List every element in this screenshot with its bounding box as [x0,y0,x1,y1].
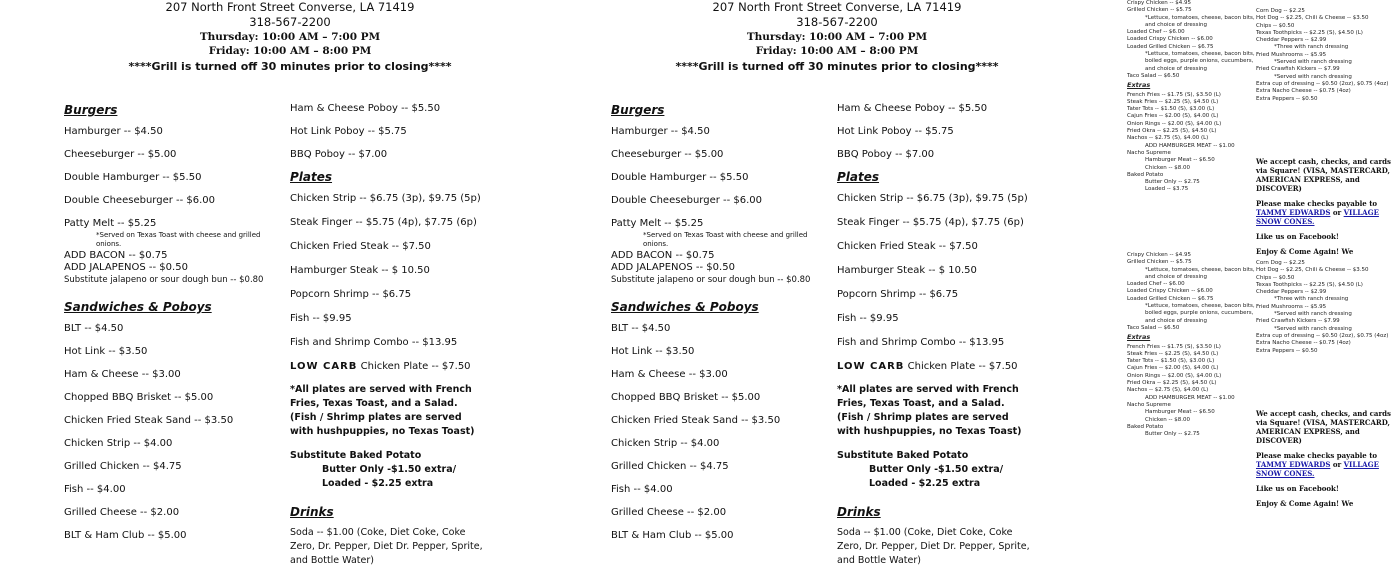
payment-accept: We accept cash, checks, and cards via Square! (VISA, MASTERCARD, AMERICAN EXPRESS, and DISCOVER) [1256,157,1391,193]
payment-checks [1256,199,1396,226]
side-item: Grilled Chicken -- $5.75 [1127,259,1192,266]
side-item: Texas Toothpicks -- $2.25 (S), $4.50 (L) [1256,281,1363,288]
menu-item: Cheeseburger -- $5.00 [64,149,177,160]
sandwiches-heading: Sandwiches & Poboys [64,300,212,314]
menu-item: Fish and Shrimp Combo -- $13.95 [837,337,1005,348]
menu-item: Chicken Strip -- $6.75 (3p), $9.75 (5p) [290,193,481,204]
menu-item: Cheeseburger -- $5.00 [611,149,724,160]
menu-item: Double Cheeseburger -- $6.00 [611,195,763,206]
addon: Substitute jalapeno or sour dough bun -- $0.80 [611,275,811,285]
menu-item: Chicken Strip -- $6.75 (3p), $9.75 (5p) [837,193,1028,204]
side-item: Butter Only -- $2.75 [1145,179,1200,186]
menu-header [607,0,1067,75]
side-item: Onion Rings -- $2.00 (S), $4.00 (L) [1127,120,1222,127]
side-menu-b-bottom [1256,260,1391,355]
side-item: Fried Crawfish Kickers -- $7.99 [1256,66,1340,73]
address: 207 North Front Street Converse, LA 71419 [165,0,415,14]
side-item: Hot Dog -- $2.25, Chili & Cheese -- $3.50 [1256,15,1369,22]
side-item: Fried Okra -- $2.25 (S), $4.50 (L) [1127,128,1217,135]
side-item: Loaded Chef -- $6.00 [1127,29,1185,36]
side-item: Extra cup of dressing -- $0.50 (2oz), $0.75 (4oz) [1256,332,1389,339]
side-note: *Three with ranch dressing [1274,296,1349,303]
payee-link[interactable]: TAMMY EDWARDS [1256,208,1331,217]
side-item: Loaded -- $3.75 [1145,186,1189,193]
side-item: Extra cup of dressing -- $0.50 (2oz), $0.75 (4oz) [1256,80,1389,87]
drinks-heading: Drinks [290,505,334,519]
side-note: *Lettuce, tomatoes, cheese, bacon bits, and choice of dressing [1145,14,1255,28]
burgers-column [64,103,279,551]
burgers-column [611,103,826,551]
menu-item: Chicken Strip -- $4.00 [611,438,720,449]
nacho-heading: Nacho Supreme [1127,149,1171,156]
side-item: Crispy Chicken -- $4.95 [1127,252,1191,258]
menu-item: Hot Link Poboy -- $5.75 [290,126,407,137]
side-item: Taco Salad -- $6.50 [1127,72,1180,79]
menu-item: Chopped BBQ Brisket -- $5.00 [64,392,214,403]
side-note: *Served with ranch dressing [1274,311,1352,318]
hours-thursday: Thursday: 10:00 AM – 7:00 PM [746,31,928,43]
side-item: Grilled Chicken -- $5.75 [1127,7,1192,14]
menu-item: Grilled Cheese -- $2.00 [64,507,180,518]
drinks-heading: Drinks [837,505,881,519]
addon: Substitute jalapeno or sour dough bun -- $0.80 [64,275,264,285]
side-item: Fried Mushrooms -- $5.95 [1256,51,1327,58]
menu-item: Fish and Shrimp Combo -- $13.95 [290,337,458,348]
side-item: Tater Tots -- $1.50 (S), $3.00 (L) [1127,106,1215,113]
side-item: Hot Dog -- $2.25, Chili & Cheese -- $3.50 [1256,267,1369,274]
payment-info-bottom [1256,409,1396,514]
menu-item: Fish -- $9.95 [837,313,899,324]
checks-prefix: Please make checks payable to [1256,199,1378,208]
side-note: *Served with ranch dressing [1274,325,1352,332]
side-item: Cajun Fries -- $2.00 (S), $4.00 (L) [1127,365,1219,372]
side-item: Fried Mushrooms -- $5.95 [1256,303,1327,310]
side-item: Cheddar Peppers -- $2.99 [1256,289,1327,296]
item-note: *Served on Texas Toast with cheese and grilled onions. [96,231,261,248]
side-menu-a-bottom [1127,252,1257,438]
hours-friday: Friday: 10:00 AM – 8:00 PM [208,45,372,57]
checks-prefix: Please make checks payable to [1256,451,1378,460]
item-note: *Served on Texas Toast with cheese and grilled onions. [643,231,808,248]
facebook-text: Like us on Facebook! [1256,484,1339,493]
addon: ADD BACON -- $0.75 [611,250,715,261]
hours-thursday: Thursday: 10:00 AM – 7:00 PM [199,31,381,43]
menu-item: BBQ Poboy -- $7.00 [837,149,935,160]
enjoy-text: Enjoy & Come Again! We [1256,499,1354,508]
side-item: Cheddar Peppers -- $2.99 [1256,37,1327,44]
side-note: *Served with ranch dressing [1274,73,1352,80]
side-item: Hamburger Meat -- $6.50 [1145,157,1215,164]
baked-potato-detail: Butter Only -$1.50 extra/ Loaded - $2.25 extra [322,464,457,489]
menu-item: Patty Melt -- $5.25 [611,218,704,229]
menu-item: BLT & Ham Club -- $5.00 [64,530,187,541]
side-item: Cajun Fries -- $2.00 (S), $4.00 (L) [1127,113,1219,120]
plates-note: *All plates are served with French Fries, Texas Toast, and a Salad. (Fish / Shrimp plates are served with hushpuppies, no Texas Toast) [837,384,1022,437]
side-item: Loaded Grilled Chicken -- $6.75 [1127,43,1214,50]
menu-item: Chicken Strip -- $4.00 [64,438,173,449]
phone: 318-567-2200 [796,15,878,29]
or-text: or [1332,208,1342,217]
side-item: Steak Fries -- $2.25 (S), $4.50 (L) [1127,350,1219,357]
menu-item: Ham & Cheese Poboy -- $5.50 [290,103,441,114]
menu-item: Steak Finger -- $5.75 (4p), $7.75 (6p) [290,217,477,228]
side-menu-a-top [1127,0,1257,194]
side-item: Loaded Crispy Chicken -- $6.00 [1127,288,1213,295]
payee-link[interactable]: VILLAGE SNOW CONES. [1256,208,1379,226]
burgers-heading: Burgers [64,103,118,117]
low-carb-item [290,359,485,374]
menu-item: Fish -- $9.95 [290,313,352,324]
side-note: *Three with ranch dressing [1274,44,1349,51]
enjoy-text: Enjoy & Come Again! We [1256,247,1354,256]
side-item: French Fries -- $1.75 (S), $3.50 (L) [1127,343,1221,350]
side-item: Hamburger Meat -- $6.50 [1145,409,1215,416]
low-carb-text: Chicken Plate -- $7.50 [907,361,1018,372]
menu-item: Hamburger Steak -- $ 10.50 [290,265,430,276]
side-note: *Lettuce, tomatoes, cheese, bacon bits, boiled eggs, purple onions, cucumbers, and choice of dressing [1145,51,1255,72]
menu-item: Hot Link -- $3.50 [64,346,148,357]
menu-item: Hamburger -- $4.50 [64,126,163,137]
extras-heading: Extras [1127,333,1151,342]
menu-item: Chicken Fried Steak -- $7.50 [837,241,978,252]
menu-item: Fish -- $4.00 [611,484,673,495]
side-item: Corn Dog -- $2.25 [1256,8,1305,14]
low-carb-item [837,359,1032,374]
hours-friday: Friday: 10:00 AM – 8:00 PM [755,45,919,57]
payee-link[interactable]: TAMMY EDWARDS [1256,460,1331,469]
menu-item: Grilled Chicken -- $4.75 [611,461,729,472]
soda-item: Soda -- $1.00 (Coke, Diet Coke, Coke Zero, Dr. Pepper, Diet Dr. Pepper, Sprite, and Bottle Water) [290,527,483,566]
soda-item: Soda -- $1.00 (Coke, Diet Coke, Coke Zero, Dr. Pepper, Diet Dr. Pepper, Sprite, and Bottle Water) [837,527,1030,566]
menu-item: Double Hamburger -- $5.50 [611,172,749,183]
side-item: Tater Tots -- $1.50 (S), $3.00 (L) [1127,358,1215,365]
sandwiches-heading: Sandwiches & Poboys [611,300,759,314]
payee-link[interactable]: VILLAGE SNOW CONES. [1256,460,1379,478]
addon: ADD JALAPENOS -- $0.50 [64,262,188,273]
menu-item: Grilled Cheese -- $2.00 [611,507,727,518]
or-text: or [1332,460,1342,469]
side-item: Taco Salad -- $6.50 [1127,324,1180,331]
plates-note: *All plates are served with French Fries, Texas Toast, and a Salad. (Fish / Shrimp plates are served with hushpuppies, no Texas Toast) [290,384,475,437]
menu-item: BLT -- $4.50 [64,323,124,334]
low-carb-label: LOW CARB [837,361,905,372]
plates-column [290,101,485,568]
side-item: Butter Only -- $2.75 [1145,431,1200,438]
side-item: Fried Okra -- $2.25 (S), $4.50 (L) [1127,380,1217,387]
menu-item: Ham & Cheese -- $3.00 [611,369,728,380]
menu-item: Ham & Cheese -- $3.00 [64,369,181,380]
menu-item: Hamburger -- $4.50 [611,126,710,137]
side-item: Loaded Grilled Chicken -- $6.75 [1127,295,1214,302]
menu-item: Fish -- $4.00 [64,484,126,495]
menu-item: Grilled Chicken -- $4.75 [64,461,182,472]
side-item: ADD HAMBURGER MEAT -- $1.00 [1145,142,1235,149]
baked-heading: Baked Potato [1127,423,1164,430]
menu-item: Popcorn Shrimp -- $6.75 [290,289,412,300]
address: 207 North Front Street Converse, LA 71419 [712,0,962,14]
side-item: Chicken -- $8.00 [1145,164,1190,171]
baked-heading: Baked Potato [1127,171,1164,178]
low-carb-label: LOW CARB [290,361,358,372]
side-item: Chicken -- $8.00 [1145,416,1190,423]
plates-column [837,101,1032,568]
addon: ADD JALAPENOS -- $0.50 [611,262,735,273]
menu-item: Double Hamburger -- $5.50 [64,172,202,183]
menu-item: Popcorn Shrimp -- $6.75 [837,289,959,300]
side-item: Loaded Chef -- $6.00 [1127,281,1185,288]
side-item: Corn Dog -- $2.25 [1256,260,1305,266]
side-item: Extra Peppers -- $0.50 [1256,95,1318,102]
menu-item: BLT -- $4.50 [611,323,671,334]
menu-item: Steak Finger -- $5.75 (4p), $7.75 (6p) [837,217,1024,228]
side-item: Extra Peppers -- $0.50 [1256,347,1318,354]
side-item: Nachos -- $2.75 (S), $4.00 (L) [1127,135,1209,142]
side-item: Crispy Chicken -- $4.95 [1127,0,1191,6]
side-item: Extra Nacho Cheese -- $0.75 (4oz) [1256,340,1351,347]
extras-heading: Extras [1127,81,1151,90]
side-item: Chips -- $0.50 [1256,274,1295,281]
menu-item: BLT & Ham Club -- $5.00 [611,530,734,541]
grill-note: ****Grill is turned off 30 minutes prior to closing**** [675,60,999,73]
plates-heading: Plates [837,170,880,184]
burgers-heading: Burgers [611,103,665,117]
baked-potato: Substitute Baked Potato [837,450,969,461]
side-item: Extra Nacho Cheese -- $0.75 (4oz) [1256,88,1351,95]
side-item: Nachos -- $2.75 (S), $4.00 (L) [1127,387,1209,394]
grill-note: ****Grill is turned off 30 minutes prior to closing**** [128,60,452,73]
menu-item: Hot Link Poboy -- $5.75 [837,126,954,137]
menu-item: Hamburger Steak -- $ 10.50 [837,265,977,276]
menu-page-right [547,0,1092,566]
menu-item: Patty Melt -- $5.25 [64,218,157,229]
menu-item: Chicken Fried Steak -- $7.50 [290,241,431,252]
addon: ADD BACON -- $0.75 [64,250,168,261]
baked-potato-detail: Butter Only -$1.50 extra/ Loaded - $2.25 extra [869,464,1004,489]
facebook-text: Like us on Facebook! [1256,232,1339,241]
menu-item: Chicken Fried Steak Sand -- $3.50 [611,415,781,426]
low-carb-text: Chicken Plate -- $7.50 [360,361,471,372]
menu-item: Chicken Fried Steak Sand -- $3.50 [64,415,234,426]
side-item: Texas Toothpicks -- $2.25 (S), $4.50 (L) [1256,29,1363,36]
phone: 318-567-2200 [249,15,331,29]
side-note: *Lettuce, tomatoes, cheese, bacon bits, boiled eggs, purple onions, cucumbers, and choice of dressing [1145,303,1255,324]
menu-item: Chopped BBQ Brisket -- $5.00 [611,392,761,403]
payment-accept: We accept cash, checks, and cards via Square! (VISA, MASTERCARD, AMERICAN EXPRESS, and DISCOVER) [1256,409,1391,445]
side-item: French Fries -- $1.75 (S), $3.50 (L) [1127,91,1221,98]
side-item: Fried Crawfish Kickers -- $7.99 [1256,318,1340,325]
payment-info-top [1256,157,1396,262]
side-item: Steak Fries -- $2.25 (S), $4.50 (L) [1127,98,1219,105]
menu-item: Hot Link -- $3.50 [611,346,695,357]
menu-page-left [0,0,545,566]
side-note: *Lettuce, tomatoes, cheese, bacon bits, and choice of dressing [1145,266,1255,280]
side-note: *Served with ranch dressing [1274,59,1352,66]
side-item: Chips -- $0.50 [1256,22,1295,29]
side-menu-b-top [1256,8,1391,103]
menu-item: Ham & Cheese Poboy -- $5.50 [837,103,988,114]
payment-checks [1256,451,1396,478]
side-item: Loaded Crispy Chicken -- $6.00 [1127,36,1213,43]
nacho-heading: Nacho Supreme [1127,401,1171,408]
menu-item: Double Cheeseburger -- $6.00 [64,195,216,206]
baked-potato: Substitute Baked Potato [290,450,422,461]
side-item: Onion Rings -- $2.00 (S), $4.00 (L) [1127,372,1222,379]
menu-header [60,0,520,75]
plates-heading: Plates [290,170,333,184]
menu-item: BBQ Poboy -- $7.00 [290,149,388,160]
side-item: ADD HAMBURGER MEAT -- $1.00 [1145,394,1235,401]
